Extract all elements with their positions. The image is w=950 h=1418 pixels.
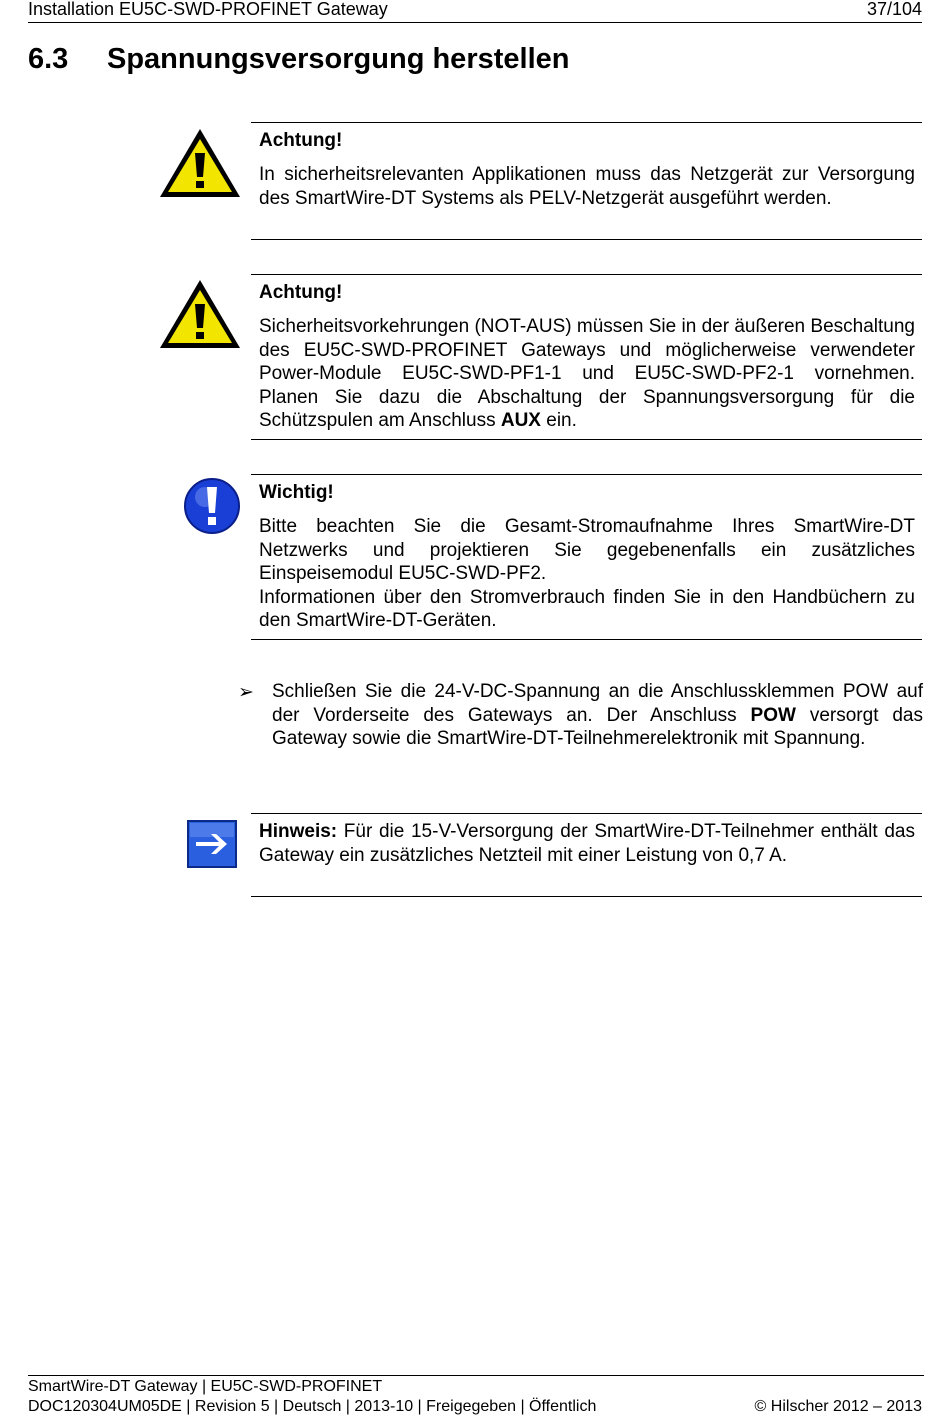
notice-important [251, 474, 922, 640]
footer-copyright: © Hilscher 2012 – 2013 [754, 1398, 922, 1415]
notice-text: Bitte beachten Sie die Gesamt-Stromaufnahme Ihres SmartWire-DT Netzwerks und projektieren Sie gegebenenfalls ein zusätzliches Einspeisemodul EU5C-SWD-PF2. Informationen über den Stromverbrauch finden Sie in den Handbüchern zu den SmartWire-DT-Geräten. [259, 516, 915, 632]
footer-document-info: DOC120304UM05DE | Revision 5 | Deutsch | 2013-10 | Freigegeben | Öffentlich [28, 1398, 597, 1415]
notice-hint [251, 813, 922, 897]
arrow-right-icon [187, 820, 237, 868]
notice-title: Achtung! [259, 282, 343, 303]
hint-text: Hinweis: Für die 15-V-Versorgung der SmartWire-DT-Teilnehmer enthält das Gateway ein zusätzliches Netzteil mit einer Leistung von 0,7 A. [259, 821, 915, 866]
important-exclamation-icon [183, 477, 241, 535]
notice-title: Achtung! [259, 130, 343, 151]
warning-triangle-icon [157, 277, 243, 351]
page-number: 37/104 [866, 0, 922, 19]
connector-label-aux: AUX [500, 410, 541, 432]
notice-warning-1 [251, 122, 922, 240]
notice-warning-2 [251, 274, 922, 440]
section-number: 6.3 [28, 43, 69, 75]
warning-triangle-icon [157, 126, 243, 200]
footer-product: SmartWire-DT Gateway | EU5C-SWD-PROFINET [28, 1378, 383, 1395]
notice-text: In sicherheitsrelevanten Applikationen muss das Netzgerät zur Versorgung des SmartWire-DT Systems als PELV-Netzgerät ausgeführt werden. [259, 164, 915, 209]
section-title: Spannungsversorgung herstellen [107, 43, 570, 75]
notice-title: Wichtig! [259, 482, 334, 503]
step-instruction: Schließen Sie die 24-V-DC-Spannung an die Anschlussklemmen POW auf der Vorderseite des Gateways an. Der Anschluss POW versorgt das Gateway sowie die SmartWire-DT-Teilnehmerelektronik mit Spannung. [272, 681, 923, 750]
bullet-arrow-icon: ➢ [238, 682, 254, 703]
notice-text: Sicherheitsvorkehrungen (NOT-AUS) müssen Sie in der äußeren Beschaltung des EU5C-SWD-PROFINET Gateways und möglicherweise verwendeter Power-Module EU5C-SWD-PF1-1 und EU5C-SWD-PF2-1 vornehmen. Planen Sie dazu die Abschaltung der Spannungsversorgung für die Schützspulen am Anschluss AUX ein. [259, 316, 915, 432]
header-title: Installation EU5C-SWD-PROFINET Gateway [28, 0, 388, 19]
connector-label-pow: POW [750, 704, 796, 726]
footer-divider [28, 1375, 924, 1376]
